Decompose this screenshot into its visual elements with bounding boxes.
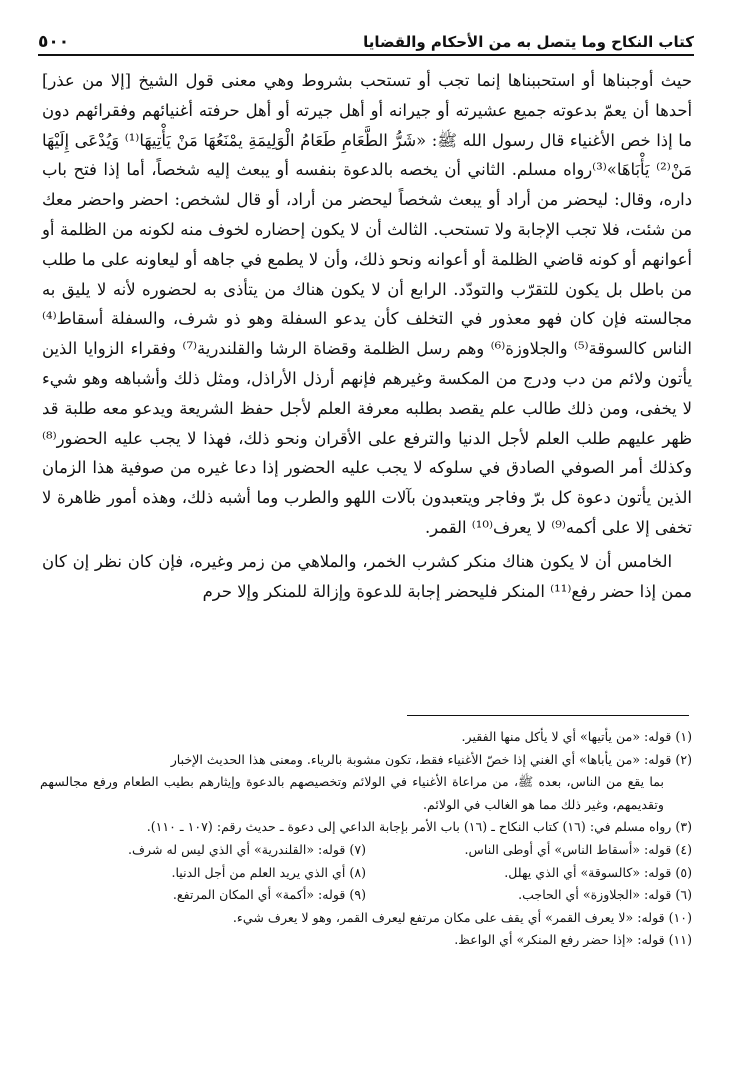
footnote-6: (٦) قوله: «الجلاوزة» أي الحاجب. [518, 887, 692, 903]
footnote-row [40, 839, 692, 862]
footnote-5: (٥) قوله: «كالسوقة» أي الذي يهلل. [504, 864, 692, 880]
footnote-2-line1: (٢) قوله: «من يأباها» أي الغني إذا خصّ الأغنياء فقط، تكون مشوبة بالرياء. ومعنى هذا الحديث الإخبار [170, 751, 692, 767]
running-header [38, 28, 694, 56]
footnote-7: (٧) قوله: «القلندرية» أي الذي ليس له شرف. [127, 841, 366, 857]
footnote-separator [407, 715, 689, 716]
footnote-3: (٣) رواه مسلم في: (١٦) كتاب النكاح ـ (١٦) باب الأمر بإجابة الداعي إلى دعوة ـ حديث رقم: (١٠٧ ـ ١١٠). [146, 819, 692, 835]
footnote-11: (١١) قوله: «إذا حضر رفع المنكر» أي الواعظ. [454, 932, 692, 948]
running-title: كتاب النكاح وما يتصل به من الأحكام والقضايا [363, 33, 694, 51]
footnote-row [40, 862, 692, 885]
main-text [42, 66, 692, 606]
footnote-2-continuation: بما يقع من الناس، بعده ﷺ، من مراعاة الأغنياء في الولائم وتخصيصهم بالدعوة وإيثارهم بطيب الطعام ورفع مجالسهم وتقديمهم، وغير ذلك مما هو الغالب في الولائم. [40, 774, 664, 812]
paragraph-fifth-condition: الخامس أن لا يكون هناك منكر كشرب الخمر، والملاهي من زمر وغيره، فإن كان نظر إن كان ممن إذا حضر رفع⁽¹¹⁾ المنكر فليحضر إجابة للدعوة وإزالة للمنكر وإلا حرم [42, 551, 692, 601]
footnote-1: (١) قوله: «من يأتيها» أي لا يأكل منها الفقير. [461, 729, 692, 744]
footnote-10: (١٠) قوله: «لا يعرف القمر» أي يقف على مكان مرتفع ليعرف القمر، وهو لا يعرف شيء. [232, 909, 692, 925]
paragraph-conditions: حيث أوجبناها أو استحببناها إنما تجب أو تستحب بشروط وهي معنى قول الشيخ [إلا من عذر] أحدها أن يعمّ بدعوته جميع عشيرته أو جيرانه أو أهل جيرته أو أهل حرفته أغنيائهم وفقرائهم دون ما إذا خص الأغنياء قال رسول الله ﷺ: «شَرُّ الطَّعَامِ طَعَامُ الْوَلِيمَةِ يمْنَعُهَا مَنْ يَأْتِيهَا⁽¹⁾ وَيُدْعَى إِلَيْهَا مَنْ⁽²⁾ يَأْبَاهَا»⁽³⁾رواه مسلم. الثاني أن يخصه بالدعوة بنفسه أو يبعث إليه شخصاً، أما إذا فتح باب داره، وقال: ليحضر من أراد أو يبعث شخصاً ليحضر من أراد، أو قال لشخص: احضر واحضر معك من شئت، فلا تجب الإجابة ولا تستحب. الثالث أن لا يكون إحضاره لخوف منه لكونه من الظلمة أو أعوانهم أو كونه قاضي الظلمة أو أعوانه ونحو ذلك، وأن لا يطمع في جاهه أو ليعاونه على ما طلب من باطل بل يكون للتقرّب والتودّد. الرابع أن لا يكون هناك من يتأذى به لحضوره لأنه لا يليق به مجالسته فإن كان فهو معذور في التخلف كأن يدعو السفلة وهو ذو شرف، والسفلة أسقاط⁽⁴⁾ الناس كالسوقة⁽⁵⁾ والجلاوزة⁽⁶⁾ وهم رسل الظلمة وقضاة الرشا والقلندرية⁽⁷⁾ وفقراء الزوايا الذين يأتون ولائم من دب ودرج من المكسة وغيرهم فإنهم أرذل الأراذل، ومثل ذلك وأشباهه وهو شيء لا يخفى، ومن ذلك طالب علم يقصد بطلبه معرفة العلم لأجل حفظ الشريعة ويدعو معه طلبة قد ظهر عليهم طلب العلم لأجل الدنيا والترفع على الأقران ونحو ذلك، فهذا لا يجب عليه الحضور⁽⁸⁾ وكذلك أمر الصوفي الصادق في سلوكه لا يجب عليه الحضور إذا دعا غيره من صوفية هذا الزمان الذين يأتون دعوة كل برّ وفاجر ويتعبدون بآلات اللهو والطرب وما أشبه ذلك، وهذه أمور ظاهرة لا تخفى إلا على أكمه⁽⁹⁾ لا يعرف⁽¹⁰⁾ القمر. [42, 71, 693, 537]
footnote-4: (٤) قوله: «أسقاط الناس» أي أوطى الناس. [464, 841, 692, 857]
footnote-2 [40, 749, 692, 817]
footnote-row [40, 884, 692, 907]
page-number: ٥٠٠ [38, 32, 70, 52]
footnote-8: (٨) أي الذي يريد العلم من أجل الدنيا. [171, 864, 366, 880]
footnote-9: (٩) قوله: «أكمة» أي المكان المرتفع. [172, 887, 366, 903]
footnotes [40, 726, 692, 952]
